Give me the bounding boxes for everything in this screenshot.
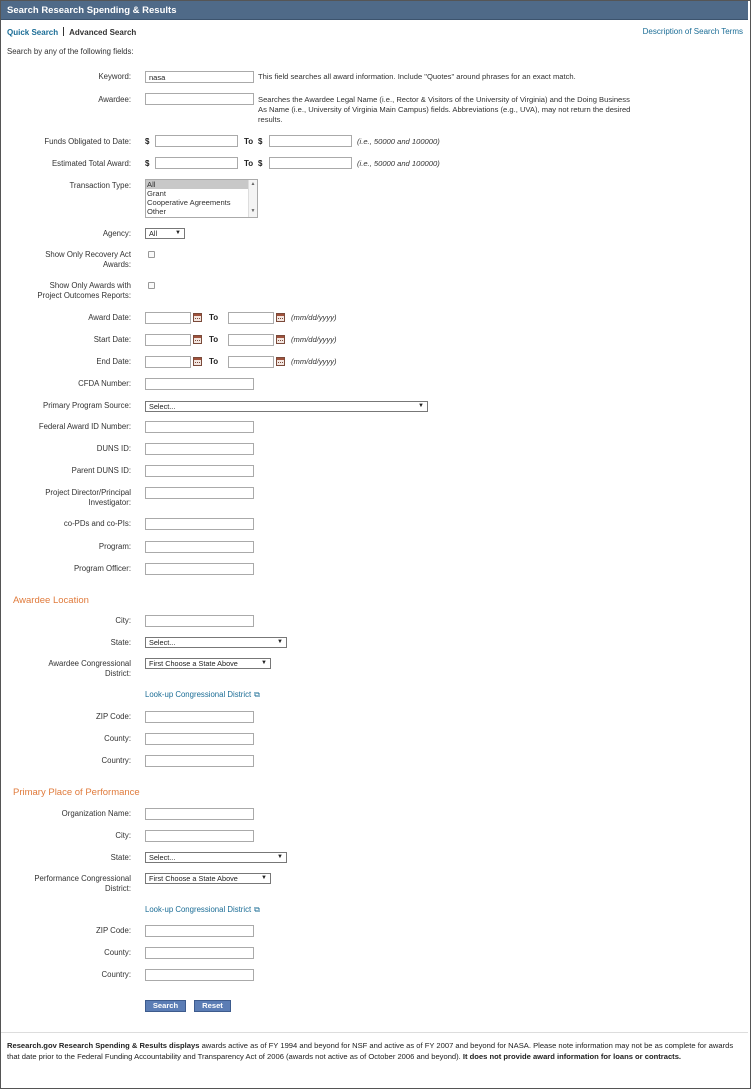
keyword-input[interactable]: nasa [145, 71, 254, 83]
program-officer-label: Program Officer: [73, 564, 131, 573]
intro-text: Search by any of the following fields: [7, 47, 134, 56]
footer-divider [1, 1032, 748, 1033]
project-director-input[interactable] [145, 487, 254, 499]
performance-country-label: Country: [101, 970, 131, 979]
end-date-to-label: To [209, 357, 219, 366]
external-link-icon: ⧉ [254, 690, 260, 699]
award-date-to-input[interactable] [228, 312, 274, 324]
transaction-type-label: Transaction Type: [69, 181, 131, 190]
awardee-district-select[interactable] [145, 658, 271, 669]
tab-advanced-search[interactable]: Advanced Search [69, 28, 137, 37]
agency-label: Agency: [102, 229, 131, 238]
description-of-search-terms-link[interactable]: Description of Search Terms [642, 27, 743, 36]
cfda-label: CFDA Number: [78, 379, 131, 388]
awardee-city-label: City: [115, 616, 131, 625]
awardee-state-select-value: Select... [149, 638, 176, 647]
start-date-hint: (mm/dd/yyyy) [291, 335, 337, 344]
funds-obligated-hint: (i.e., 50000 and 100000) [357, 137, 440, 146]
start-date-to-label: To [209, 335, 219, 344]
awardee-city-input[interactable] [145, 615, 254, 627]
awardee-state-select[interactable] [145, 637, 287, 648]
calendar-icon[interactable] [193, 335, 202, 344]
parent-duns-input[interactable] [145, 465, 254, 477]
performance-org-label: Organization Name: [61, 809, 131, 818]
awardee-location-heading: Awardee Location [13, 595, 89, 606]
keyword-hint: This field searches all award information. Include "Quotes" around phrases for an exact match. [258, 72, 576, 81]
search-button[interactable]: Search [145, 1000, 186, 1012]
calendar-icon[interactable] [276, 313, 285, 322]
footer-note: Research.gov Research Spending & Results displays awards active as of FY 1994 and beyond for NSF and active as of FY 2007 and beyond for NASA. Please note information may not be as complete for awards that date prior to the Federal Funding Accountability and Transparency Act of 2006 (awards not active as of October 2006 and beyond). It does not provide award information for loans or contracts. [7, 1041, 734, 1061]
performance-country-input[interactable] [145, 969, 254, 981]
start-date-label: Start Date: [93, 335, 131, 344]
performance-state-select[interactable] [145, 852, 287, 863]
chevron-down-icon: ▼ [261, 875, 267, 881]
transaction-option-other[interactable]: Other [147, 207, 166, 216]
program-officer-input[interactable] [145, 563, 254, 575]
chevron-down-icon: ▼ [277, 639, 283, 645]
end-date-hint: (mm/dd/yyyy) [291, 357, 337, 366]
search-tabs [7, 27, 136, 37]
place-of-performance-heading: Primary Place of Performance [13, 787, 140, 798]
transaction-type-listbox[interactable] [145, 179, 258, 218]
estimated-total-from-input[interactable] [155, 157, 238, 169]
end-date-label: End Date: [96, 357, 131, 366]
awardee-input[interactable] [145, 93, 254, 105]
performance-lookup-district-link[interactable]: Look-up Congressional District ⧉ [145, 905, 260, 914]
award-date-to-label: To [209, 313, 219, 322]
listbox-scrollbar[interactable]: ▲ ▼ [248, 180, 257, 217]
agency-select-value: All [149, 229, 158, 238]
awardee-hint: Searches the Awardee Legal Name (i.e., Rector & Visitors of the University of Virginia) and the Doing Business As Name (i.e., University of Virginia Main Campus) fields. Abbreviations (e.g., UVA), may not return the desired results. [258, 95, 631, 124]
parent-duns-label: Parent DUNS ID: [71, 466, 131, 475]
funds-obligated-to-label: To [244, 137, 254, 146]
program-source-select-value: Select... [149, 402, 176, 411]
project-outcomes-checkbox[interactable] [148, 282, 155, 289]
awardee-zip-label: ZIP Code: [96, 712, 131, 721]
cfda-input[interactable] [145, 378, 254, 390]
estimated-total-hint: (i.e., 50000 and 100000) [357, 159, 440, 168]
start-date-to-input[interactable] [228, 334, 274, 346]
chevron-down-icon: ▼ [175, 230, 181, 236]
estimated-total-label: Estimated Total Award: [51, 159, 131, 168]
federal-award-id-input[interactable] [145, 421, 254, 433]
funds-obligated-to-currency: $ [258, 137, 263, 146]
awardee-district-label: Awardee Congressional District: [48, 659, 131, 678]
end-date-from-input[interactable] [145, 356, 191, 368]
estimated-total-to-label: To [244, 159, 254, 168]
awardee-label: Awardee: [98, 95, 131, 104]
awardee-state-label: State: [110, 638, 131, 647]
performance-org-input[interactable] [145, 808, 254, 820]
transaction-option-cooperative[interactable]: Cooperative Agreements [147, 198, 231, 207]
funds-obligated-from-currency: $ [145, 137, 150, 146]
start-date-from-input[interactable] [145, 334, 191, 346]
duns-label: DUNS ID: [96, 444, 131, 453]
program-source-label: Primary Program Source: [43, 401, 131, 410]
award-date-hint: (mm/dd/yyyy) [291, 313, 337, 322]
tab-divider [63, 27, 64, 36]
keyword-label: Keyword: [98, 72, 131, 81]
project-director-label: Project Director/Principal Investigator: [45, 488, 131, 507]
recovery-act-label: Show Only Recovery Act Awards: [45, 250, 131, 269]
chevron-down-icon: ▼ [277, 854, 283, 860]
funds-obligated-to-input[interactable] [269, 135, 352, 147]
program-label: Program: [98, 542, 131, 551]
performance-district-label: Performance Congressional District: [34, 874, 131, 893]
performance-zip-label: ZIP Code: [96, 926, 131, 935]
chevron-down-icon: ▼ [418, 403, 424, 409]
performance-state-select-value: Select... [149, 853, 176, 862]
program-input[interactable] [145, 541, 254, 553]
performance-city-input[interactable] [145, 830, 254, 842]
award-date-label: Award Date: [88, 313, 131, 322]
recovery-act-checkbox[interactable] [148, 251, 155, 258]
awardee-zip-input[interactable] [145, 711, 254, 723]
performance-district-select-value: First Choose a State Above [149, 874, 238, 883]
estimated-total-to-currency: $ [258, 159, 263, 168]
awardee-country-input[interactable] [145, 755, 254, 767]
funds-obligated-from-input[interactable] [155, 135, 238, 147]
project-outcomes-label: Show Only Awards with Project Outcomes Reports: [37, 281, 131, 300]
tab-quick-search[interactable]: Quick Search [7, 28, 59, 37]
performance-county-input[interactable] [145, 947, 254, 959]
awardee-county-label: County: [104, 734, 131, 743]
chevron-down-icon: ▼ [261, 660, 267, 666]
end-date-to-input[interactable] [228, 356, 274, 368]
performance-zip-input[interactable] [145, 925, 254, 937]
co-pds-label: co-PDs and co-PIs: [63, 519, 131, 528]
program-source-select[interactable] [145, 401, 428, 412]
calendar-icon[interactable] [193, 313, 202, 322]
awardee-lookup-district-link[interactable]: Look-up Congressional District ⧉ [145, 690, 260, 699]
reset-button[interactable]: Reset [194, 1000, 231, 1012]
duns-input[interactable] [145, 443, 254, 455]
agency-select[interactable] [145, 228, 185, 239]
transaction-option-grant[interactable]: Grant [147, 189, 166, 198]
awardee-district-select-value: First Choose a State Above [149, 659, 238, 668]
estimated-total-to-input[interactable] [269, 157, 352, 169]
transaction-option-all[interactable]: All [146, 180, 257, 189]
performance-city-label: City: [115, 831, 131, 840]
performance-district-select[interactable] [145, 873, 271, 884]
federal-award-id-label: Federal Award ID Number: [38, 422, 131, 431]
external-link-icon: ⧉ [254, 905, 260, 914]
calendar-icon[interactable] [276, 357, 285, 366]
performance-state-label: State: [110, 853, 131, 862]
calendar-icon[interactable] [193, 357, 202, 366]
panel-title: Search Research Spending & Results [1, 1, 748, 20]
award-date-from-input[interactable] [145, 312, 191, 324]
performance-county-label: County: [104, 948, 131, 957]
calendar-icon[interactable] [276, 335, 285, 344]
awardee-county-input[interactable] [145, 733, 254, 745]
co-pds-input[interactable] [145, 518, 254, 530]
estimated-total-from-currency: $ [145, 159, 150, 168]
funds-obligated-label: Funds Obligated to Date: [44, 137, 131, 146]
awardee-country-label: Country: [101, 756, 131, 765]
